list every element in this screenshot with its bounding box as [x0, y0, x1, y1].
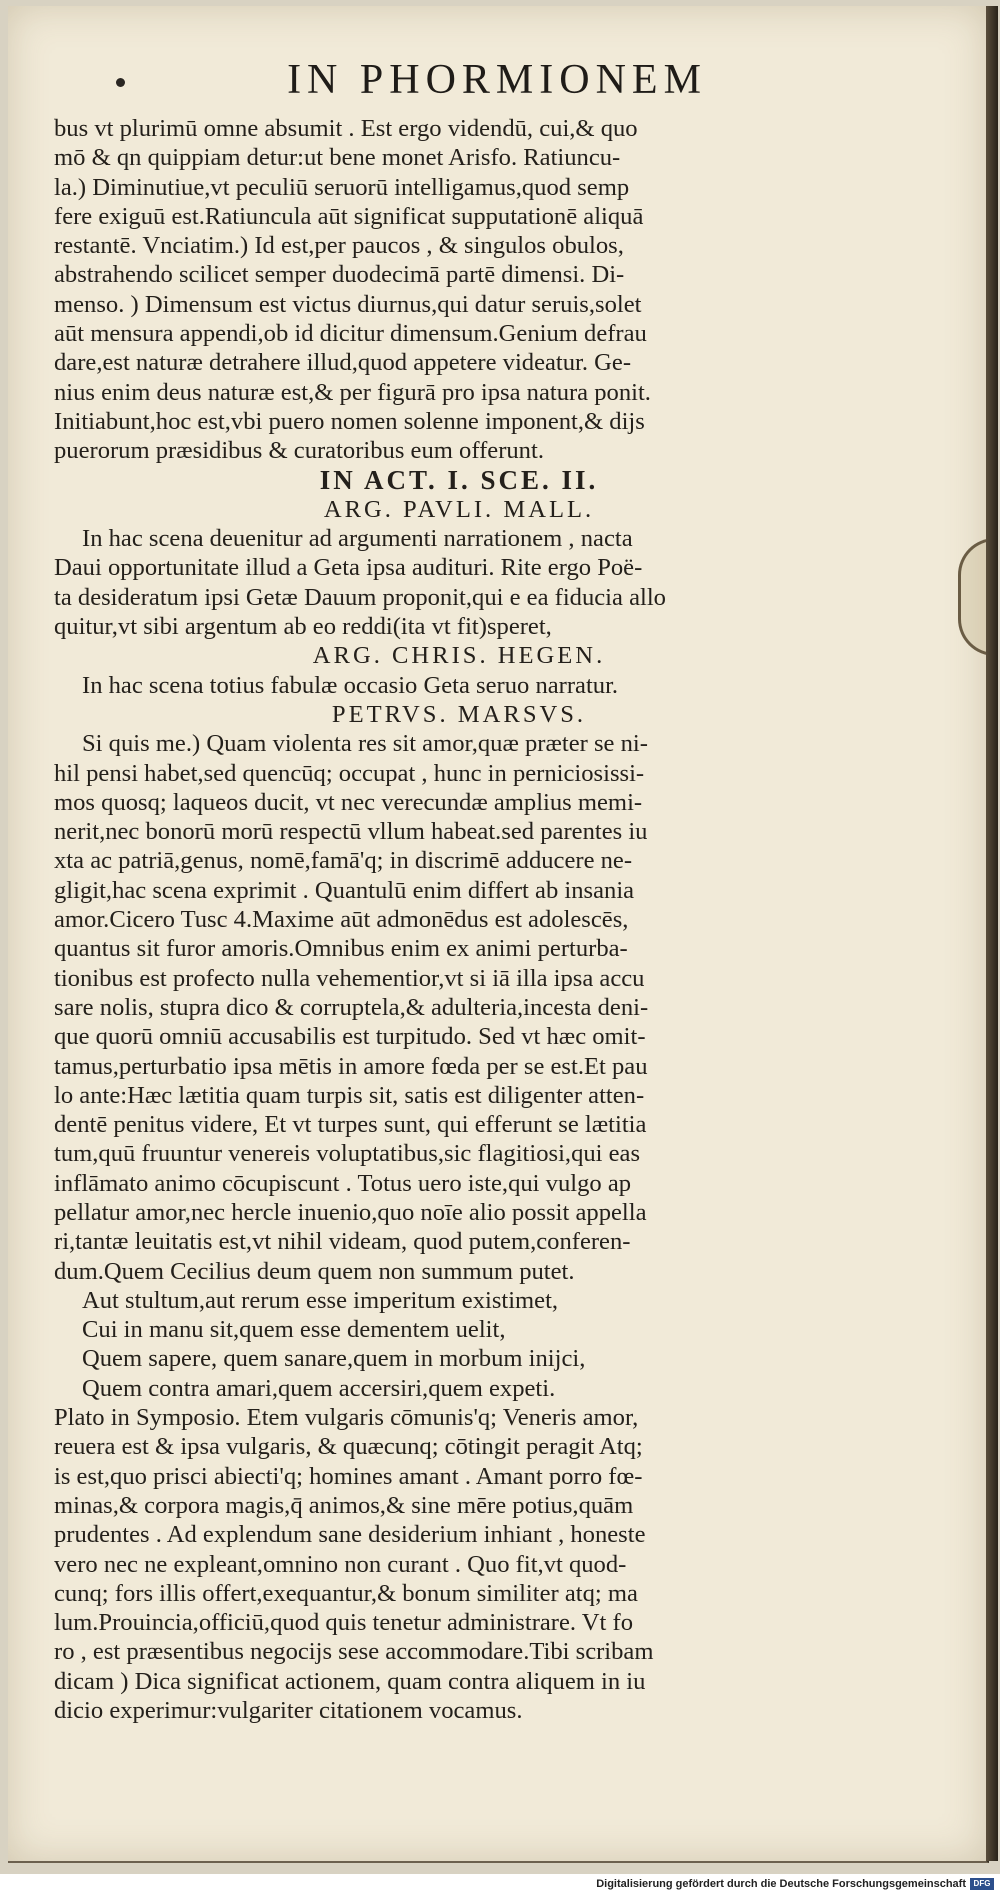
book-page [8, 6, 989, 1863]
text-line: Quem sapere, quem sanare,quem in morbum inijci, [82, 1345, 586, 1373]
text-line: dentē penitus videre, Et vt turpes sunt, qui efferunt se lætitia [54, 1111, 647, 1139]
text-line: ARG. CHRIS. HEGEN. [312, 642, 606, 670]
text-line: reuera est & ipsa vulgaris, & quæcunq; cōtingit peragit Atq; [54, 1433, 643, 1461]
text-line: tamus,perturbatio ipsa mētis in amore fœda per se est.Et pau [54, 1052, 648, 1080]
text-line: IN ACT. I. SCE. II. [319, 465, 599, 495]
text-line: tionibus est profecto nulla vehementior,vt si iā illa ipsa accu [54, 964, 645, 992]
text-line: que quorū omniū accusabilis est turpitudo. Sed vt hæc omit- [54, 1023, 646, 1051]
footer-bar [0, 1874, 1000, 1895]
text-line: pellatur amor,nec hercle inuenio,quo noīe alio possit appella [54, 1198, 647, 1226]
text-line: lo ante:Hæc lætitia quam turpis sit, satis est diligenter atten- [54, 1081, 645, 1109]
page-body-text [54, 114, 864, 1725]
text-line: lum.Prouincia,officiū,quod quis tenetur administrare. Vt fo [54, 1609, 633, 1637]
text-line: Daui opportunitate illud a Geta ipsa audituri. Rite ergo Poë- [54, 554, 643, 582]
text-line: PETRVS. MARSVS. [331, 700, 587, 728]
text-line: gligit,hac scena exprimit . Quantulū enim differt ab insania [54, 876, 635, 904]
text-line: dicio experimur:vulgariter citationem vocamus. [54, 1697, 523, 1725]
text-line: ri,tantæ leuitatis est,vt nihil videam, quod putem,conferen- [54, 1228, 631, 1256]
text-line: tum,quū fruuntur venereis voluptatibus,sic flagitiosi,qui eas [54, 1140, 641, 1168]
running-header: IN PHORMIONEM [287, 57, 707, 103]
text-line: Aut stultum,aut rerum esse imperitum existimet, [82, 1286, 559, 1314]
text-line: amor.Cicero Tusc 4.Maxime aūt admonēdus est adolescēs, [54, 906, 629, 934]
text-line: In hac scena deuenitur ad argumenti narrationem , nacta [82, 525, 633, 553]
text-line: mos quosq; laqueos ducit, vt nec verecundæ amplius memi- [54, 788, 643, 816]
dfg-logo: DFG [970, 1878, 994, 1890]
text-line: Plato in Symposio. Etem vulgaris cōmunis'q; Veneris amor, [54, 1404, 639, 1432]
book-spine-edge [986, 6, 998, 1861]
funding-notice: Digitalisierung gefördert durch die Deutsche Forschungsgemeinschaft [596, 1878, 966, 1890]
text-line: menso. ) Dimensum est victus diurnus,qui datur seruis,solet [54, 290, 642, 318]
text-line: ta desideratum ipsi Getæ Dauum proponit,qui e ea fiducia allo [54, 583, 666, 611]
text-line: is est,quo prisci abiecti'q; homines amant . Amant porro fœ- [54, 1462, 643, 1490]
text-line: fere exiguū est.Ratiuncula aūt significat supputationē aliquā [54, 202, 644, 230]
text-line: aūt mensura appendi,ob id dicitur dimensum.Genium defrau [54, 320, 647, 348]
text-line: Si quis me.) Quam violenta res sit amor,quæ præter se ni- [82, 730, 648, 758]
text-line: quitur,vt sibi argentum ab eo reddi(ita vt fit)speret, [54, 613, 552, 641]
text-line: Cui in manu sit,quem esse dementem uelit, [82, 1316, 506, 1344]
text-line: xta ac patriā,genus, nomē,famā'q; in discrimē adducere ne- [54, 847, 633, 875]
text-line: bus vt plurimū omne absumit . Est ergo videndū, cui,& quo [54, 115, 638, 142]
text-line: nius enim deus naturæ est,& per figurā pro ipsa natura ponit. [54, 378, 651, 406]
text-line: inflāmato animo cōcupiscunt . Totus uero iste,qui vulgo ap [54, 1169, 632, 1197]
text-line: ro , est præsentibus negocijs sese accommodare.Tibi scribam [54, 1638, 654, 1666]
text-line: puerorum præsidibus & curatoribus eum offerunt. [54, 437, 544, 465]
text-line: quantus sit furor amoris.Omnibus enim ex animi perturba- [54, 935, 628, 963]
text-line: la.) Diminutiue,vt peculiū seruorū intelligamus,quod semp [54, 173, 630, 201]
text-line: vero nec ne expleant,omnino non curant . Quo fit,vt quod- [54, 1550, 627, 1578]
text-line: sare nolis, stupra dico & corruptela,& adulteria,incesta deni- [54, 993, 649, 1021]
text-line: minas,& corpora magis,q̄ animos,& sine mēre potius,quām [54, 1491, 634, 1519]
text-line: restantē. Vnciatim.) Id est,per paucos , & singulos obulos, [54, 232, 624, 260]
text-line: dare,est naturæ detrahere illud,quod appetere videatur. Ge- [54, 349, 632, 377]
text-line: cunq; fors illis offert,exequantur,& bonum similiter atq; ma [54, 1579, 638, 1607]
text-line: In hac scena totius fabulæ occasio Geta seruo narratur. [82, 671, 619, 699]
text-line: prudentes . Ad explendum sane desiderium inhiant , honeste [54, 1521, 646, 1549]
text-line: nerit,nec bonorū morū respectū vllum habeat.sed parentes iu [54, 818, 648, 846]
text-line: dum.Quem Cecilius deum quem non summum putet. [54, 1257, 575, 1285]
text-line: dicam ) Dica significat actionem, quam contra aliquem in iu [54, 1667, 646, 1695]
text-line: ARG. PAVLI. MALL. [323, 495, 595, 523]
text-line: abstrahendo scilicet semper duodecimā partē dimensi. Di- [54, 261, 625, 289]
text-line: Initiabunt,hoc est,vbi puero nomen solenne imponent,& dijs [54, 407, 645, 435]
text-line: Quem contra amari,quem accersiri,quem expeti. [82, 1374, 556, 1402]
text-line: mō & qn quippiam detur:ut bene monet Arisfo. Ratiuncu- [54, 144, 621, 172]
text-line: hil pensi habet,sed quencūq; occupat , hunc in perniciosissi- [54, 759, 645, 787]
